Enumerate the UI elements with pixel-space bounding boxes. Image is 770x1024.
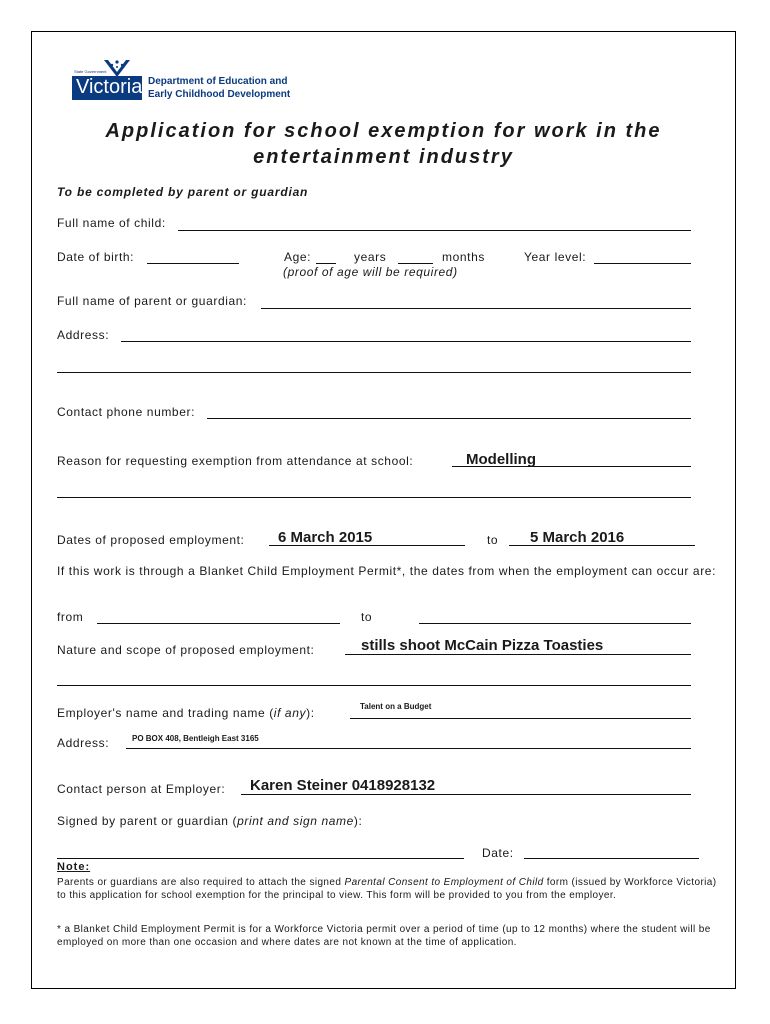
employer-name-field[interactable] [350,718,691,719]
logo-victoria-text: Victoria [76,76,143,98]
logo-small-text: State Government [74,69,107,74]
year-level-label: Year level: [524,250,587,264]
end-date-value: 5 March 2016 [530,529,625,546]
reason-label: Reason for requesting exemption from attendance at school: [57,454,414,468]
employer-address-label: Address: [57,736,110,750]
parent-name-field[interactable] [261,308,691,309]
year-level-field[interactable] [594,263,691,264]
to-label: to [487,533,499,547]
years-label: years [354,250,387,264]
note-paragraph-1: Parents or guardians are also required to attach the signed Parental Consent to Employment of Child form (issued by Workforce Victoria) to this application for school exemption for the principal to view. This form will be provided to you from the employer. [57,877,717,901]
dept-name-line1: Department of Education and [148,76,288,87]
employer-name-label: Employer's name and trading name (if any): [57,706,315,720]
form-title-line2: entertainment industry [253,146,514,168]
dates-proposed-label: Dates of proposed employment: [57,533,245,547]
logo-victoria-box [72,76,142,100]
note-heading: Note: [57,861,91,873]
nature-field-line2[interactable] [57,685,691,686]
parent-name-label: Full name of parent or guardian: [57,294,247,308]
start-date-value: 6 March 2015 [278,529,373,546]
age-months-field[interactable] [398,263,433,264]
form-title-line1: Application for school exemption for work in the [105,120,662,142]
contact-phone-label: Contact phone number: [57,405,196,419]
address-label: Address: [57,328,110,342]
nature-label: Nature and scope of proposed employment: [57,643,315,657]
dept-name-line2: Early Childhood Development [148,89,291,100]
age-label: Age: [284,250,312,264]
contact-person-field[interactable] [241,794,691,795]
victoria-logo [72,58,142,104]
reason-field-line1[interactable] [452,466,691,467]
dob-label: Date of birth: [57,250,135,264]
contact-person-value: Karen Steiner 0418928132 [250,777,436,794]
age-years-field[interactable] [316,263,336,264]
employer-name-value: Talent on a Budget [360,702,432,711]
date-field[interactable] [524,858,699,859]
child-name-label: Full name of child: [57,216,166,230]
reason-value: Modelling [466,451,536,468]
signature-field[interactable] [57,858,464,859]
form-subtitle: To be completed by parent or guardian [57,185,309,199]
from-date-field[interactable] [97,623,340,624]
form-page [31,31,736,989]
to-date-field[interactable] [419,623,691,624]
nature-value: stills shoot McCain Pizza Toasties [361,637,604,654]
months-label: months [442,250,485,264]
address-field-line1[interactable] [121,341,691,342]
child-name-field[interactable] [178,230,691,231]
date-label: Date: [482,846,514,860]
note-paragraph-2: * a Blanket Child Employment Permit is for a Workforce Victoria permit over a period of time (up to 12 months) where the student will be employed on more than one occasion and where dates are not known at the time of application. [57,924,711,948]
start-date-field[interactable] [269,545,465,546]
reason-field-line2[interactable] [57,497,691,498]
address-field-line2[interactable] [57,372,691,373]
to2-label: to [361,610,373,624]
nature-field-line1[interactable] [345,654,691,655]
employer-address-field[interactable] [126,748,691,749]
victoria-star-icon [102,58,132,78]
from-label: from [57,610,84,624]
end-date-field[interactable] [509,545,695,546]
contact-person-label: Contact person at Employer: [57,782,226,796]
employer-address-value: PO BOX 408, Bentleigh East 3165 [132,734,259,743]
contact-phone-field[interactable] [207,418,691,419]
blanket-permit-label: If this work is through a Blanket Child Employment Permit*, the dates from when the employment can occur are: [57,564,717,578]
dob-field[interactable] [147,263,239,264]
signed-label: Signed by parent or guardian (print and sign name): [57,814,363,828]
proof-of-age-note: (proof of age will be required) [283,265,458,279]
